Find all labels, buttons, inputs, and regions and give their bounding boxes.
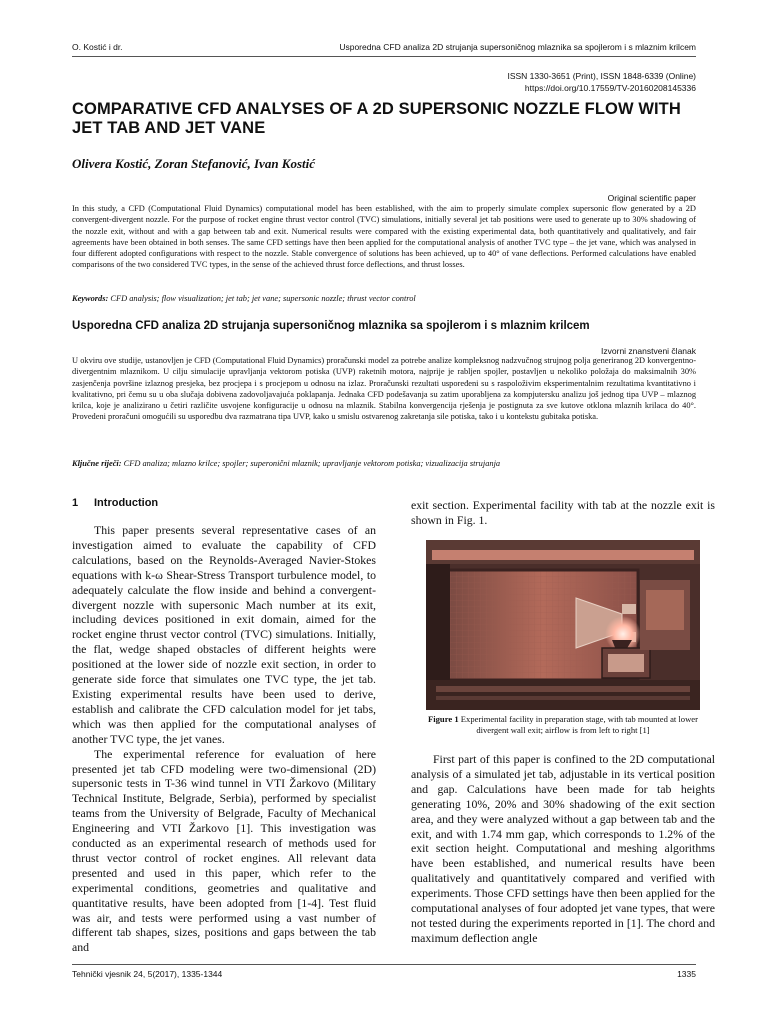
body-right-column	[411, 498, 715, 528]
doi-link[interactable]: https://doi.org/10.17559/TV-20160208145336	[524, 83, 696, 93]
header-authors: O. Kostić i dr.	[72, 42, 123, 52]
header-title: Usporedna CFD analiza 2D strujanja supersoničnog mlaznika sa spojlerom i s mlaznim krilcem	[339, 42, 696, 52]
journal-citation: Tehnički vjesnik 24, 5(2017), 1335-1344	[72, 969, 223, 979]
page-footer	[72, 969, 696, 981]
footer-divider	[72, 964, 696, 965]
section-title: Introduction	[94, 497, 159, 509]
paragraph: exit section. Experimental facility with tab at the nozzle exit is shown in Fig. 1.	[411, 498, 715, 527]
page-number: 1335	[677, 969, 696, 979]
paragraph: The experimental reference for evaluation of here presented jet tab CFD modeling were two-dimensional (2D) supersonic tests in T-36 wind tunnel in VTI Žarkovo (Military Technical Institute, Belgrade, Serbia), performed by specialist teams from the University of Belgrade, Faculty of Mechanical Engineering and VTI Žarkovo [1]. This investigation was conducted as an experimental research of methods used for thrust vector control of rocket engines. All relevant data presented and used in this paper, which refer to the experimental conditions, geometries and qualitative and quantitative results, have been adopted from [1-4]. Test fluid was air, and tests were performed using a vast number of different tab shapes, sizes, positions and gaps between the tab and	[72, 746, 376, 955]
publication-meta	[507, 70, 696, 94]
keywords-en	[72, 293, 696, 304]
abstract-en: In this study, a CFD (Computational Fluid Dynamics) computational model has been established, with the aim to properly simulate complex supersonic flow generated by a 2D convergent-divergent nozzle. For the purpose of rocket engine thrust vector control (TVC) simulations, initially several jet tab positions were used to generate up to 30% shadowing of the nozzle exit, without and with a gap between tab and exit. Numerical results were compared with the existing experimental data, both quantitatively and qualitatively, and fair agreements have been obtained in both senses. The same CFD settings have then been applied for the computational analysis of another TVC type – the jet vane, which was analysed in four different adopted configurations with respect to the nozzle. Stable convergence of solutions has been achieved, up to 40° of vane deflections. Performed calculations have enabled comparisons of the two considered TVC types, in the sense of the achieved thrust force deflections, and thrust losses.	[72, 204, 696, 270]
figure-label: Figure 1	[427, 714, 459, 724]
paper-type-en: Original scientific paper	[607, 193, 696, 203]
figure-caption-text: Experimental facility in preparation stage, with tab mounted at lower divergent wall exit; airflow is from left to right [1]	[460, 714, 698, 735]
keywords-label-hr: Ključne riječi:	[72, 459, 122, 468]
section-heading	[72, 497, 158, 509]
facility-photo	[426, 540, 700, 710]
abstract-hr-title: Usporedna CFD analiza 2D strujanja supersoničnog mlaznika sa spojlerom i s mlaznim krilcem	[72, 320, 590, 332]
body-right-lower	[411, 752, 715, 946]
section-number: 1	[72, 497, 79, 509]
keywords-list-hr: CFD analiza; mlazno krilce; spojler; superonični mlaznik; upravljanje vektorom potiska; vizualizacija strujanja	[123, 459, 501, 468]
issn-line: ISSN 1330-3651 (Print), ISSN 1848-6339 (Online)	[507, 71, 696, 81]
body-left-column	[72, 523, 376, 955]
keywords-label-en: Keywords:	[72, 294, 109, 303]
paper-title: COMPARATIVE CFD ANALYSES OF A 2D SUPERSONIC NOZZLE FLOW WITH JET TAB AND JET VANE	[72, 100, 681, 137]
header-divider	[72, 56, 696, 57]
figure-1-caption	[411, 714, 715, 736]
running-header	[72, 42, 696, 56]
keywords-hr	[72, 458, 696, 469]
figure-1-photo	[426, 540, 700, 710]
paper-type-hr: Izvorni znanstveni članak	[601, 346, 696, 356]
paragraph: This paper presents several representative cases of an investigation aimed to evaluate the capability of CFD calculations, based on the Reynolds-Averaged Navier-Stokes equations with k-ω Shear-Stress Transport turbulence model, to adequately calculate the flow inside and behind a convergent-divergent nozzle with supersonic Mach number at its exit, including devices positioned in exit domain, aimed for the rocket engine thrust vector control (TVC) simulations. Initially, the flat, wedge shaped obstacles of different heights were positioned at the lower side of nozzle exit section, in order to generate side force that simulates one TVC type, the jet tab. Existing experimental results have been used to derive, establish and calibrate the CFD calculation model for jet tabs, which was then applied for the computational analyses of another TVC type, the jet vanes.	[72, 523, 376, 746]
paragraph: First part of this paper is confined to the 2D computational analysis of a simulated jet tab, adjustable in its vertical position and gap. Calculations have been made for tab heights generating 10%, 20% and 30% shadowing of the exit section area, and they were analyzed without a gap between tab and the exit, and with 1.74 mm gap, which corresponds to 1.2% of the exit section height. Computational and meshing algorithms have been established, and numerical results have been qualitatively and quantitatively compared and verified with experiments. Those CFD settings have then been applied for the computational analyses of four adopted jet vane types, that were not tested during the experiments reported in [1]. The chord and maximum deflection angle	[411, 752, 715, 945]
paper-authors: Olivera Kostić, Zoran Stefanović, Ivan Kostić	[72, 156, 316, 171]
abstract-hr: U okviru ove studije, ustanovljen je CFD (Computational Fluid Dynamics) proračunski model za potrebe analize kompleksnog nadzvučnog strujnog polja generiranog 2D konvergentno-divergentnim mlaznikom. U cilju simulacije upravljanja vektorom potiska (UVP) raketnih motora, najprije je rabljen spojler, postavljen u nekoliko položaja do maksimalnih 30% zasjenčenja površine izlaznog presjeka, bez procjepa i s procjepom u odnosu na izlaz. Proračunski rezultati uspoređeni su s raspoloživim eksperimentalnim rezultatima kvantitativno i kvalitativno, pri čemu su u oba slučaja dobivena zadovoljavajuća poklapanja. Jednaka CFD podešavanja su zatim uporabljena za kompjutersku analizu još jednog tipa UVP – mlaznog krilca, koje je analizirano u četiri različite usvojene konfiguracije u odnosu na mlaznik. Stabilna konvergencija rješenja je postignuta za sve kutove otklona mlaznih krilaca do 40°. Provedeni proračuni omogućili su usporedbu dva razmatrana tipa UVP, kako u smislu ostvarenog zakretanja sile potiska, tako i u kontekstu gubitaka potiska.	[72, 356, 696, 422]
keywords-list-en: CFD analysis; flow visualization; jet tab; jet vane; supersonic nozzle; thrust vector control	[110, 294, 416, 303]
